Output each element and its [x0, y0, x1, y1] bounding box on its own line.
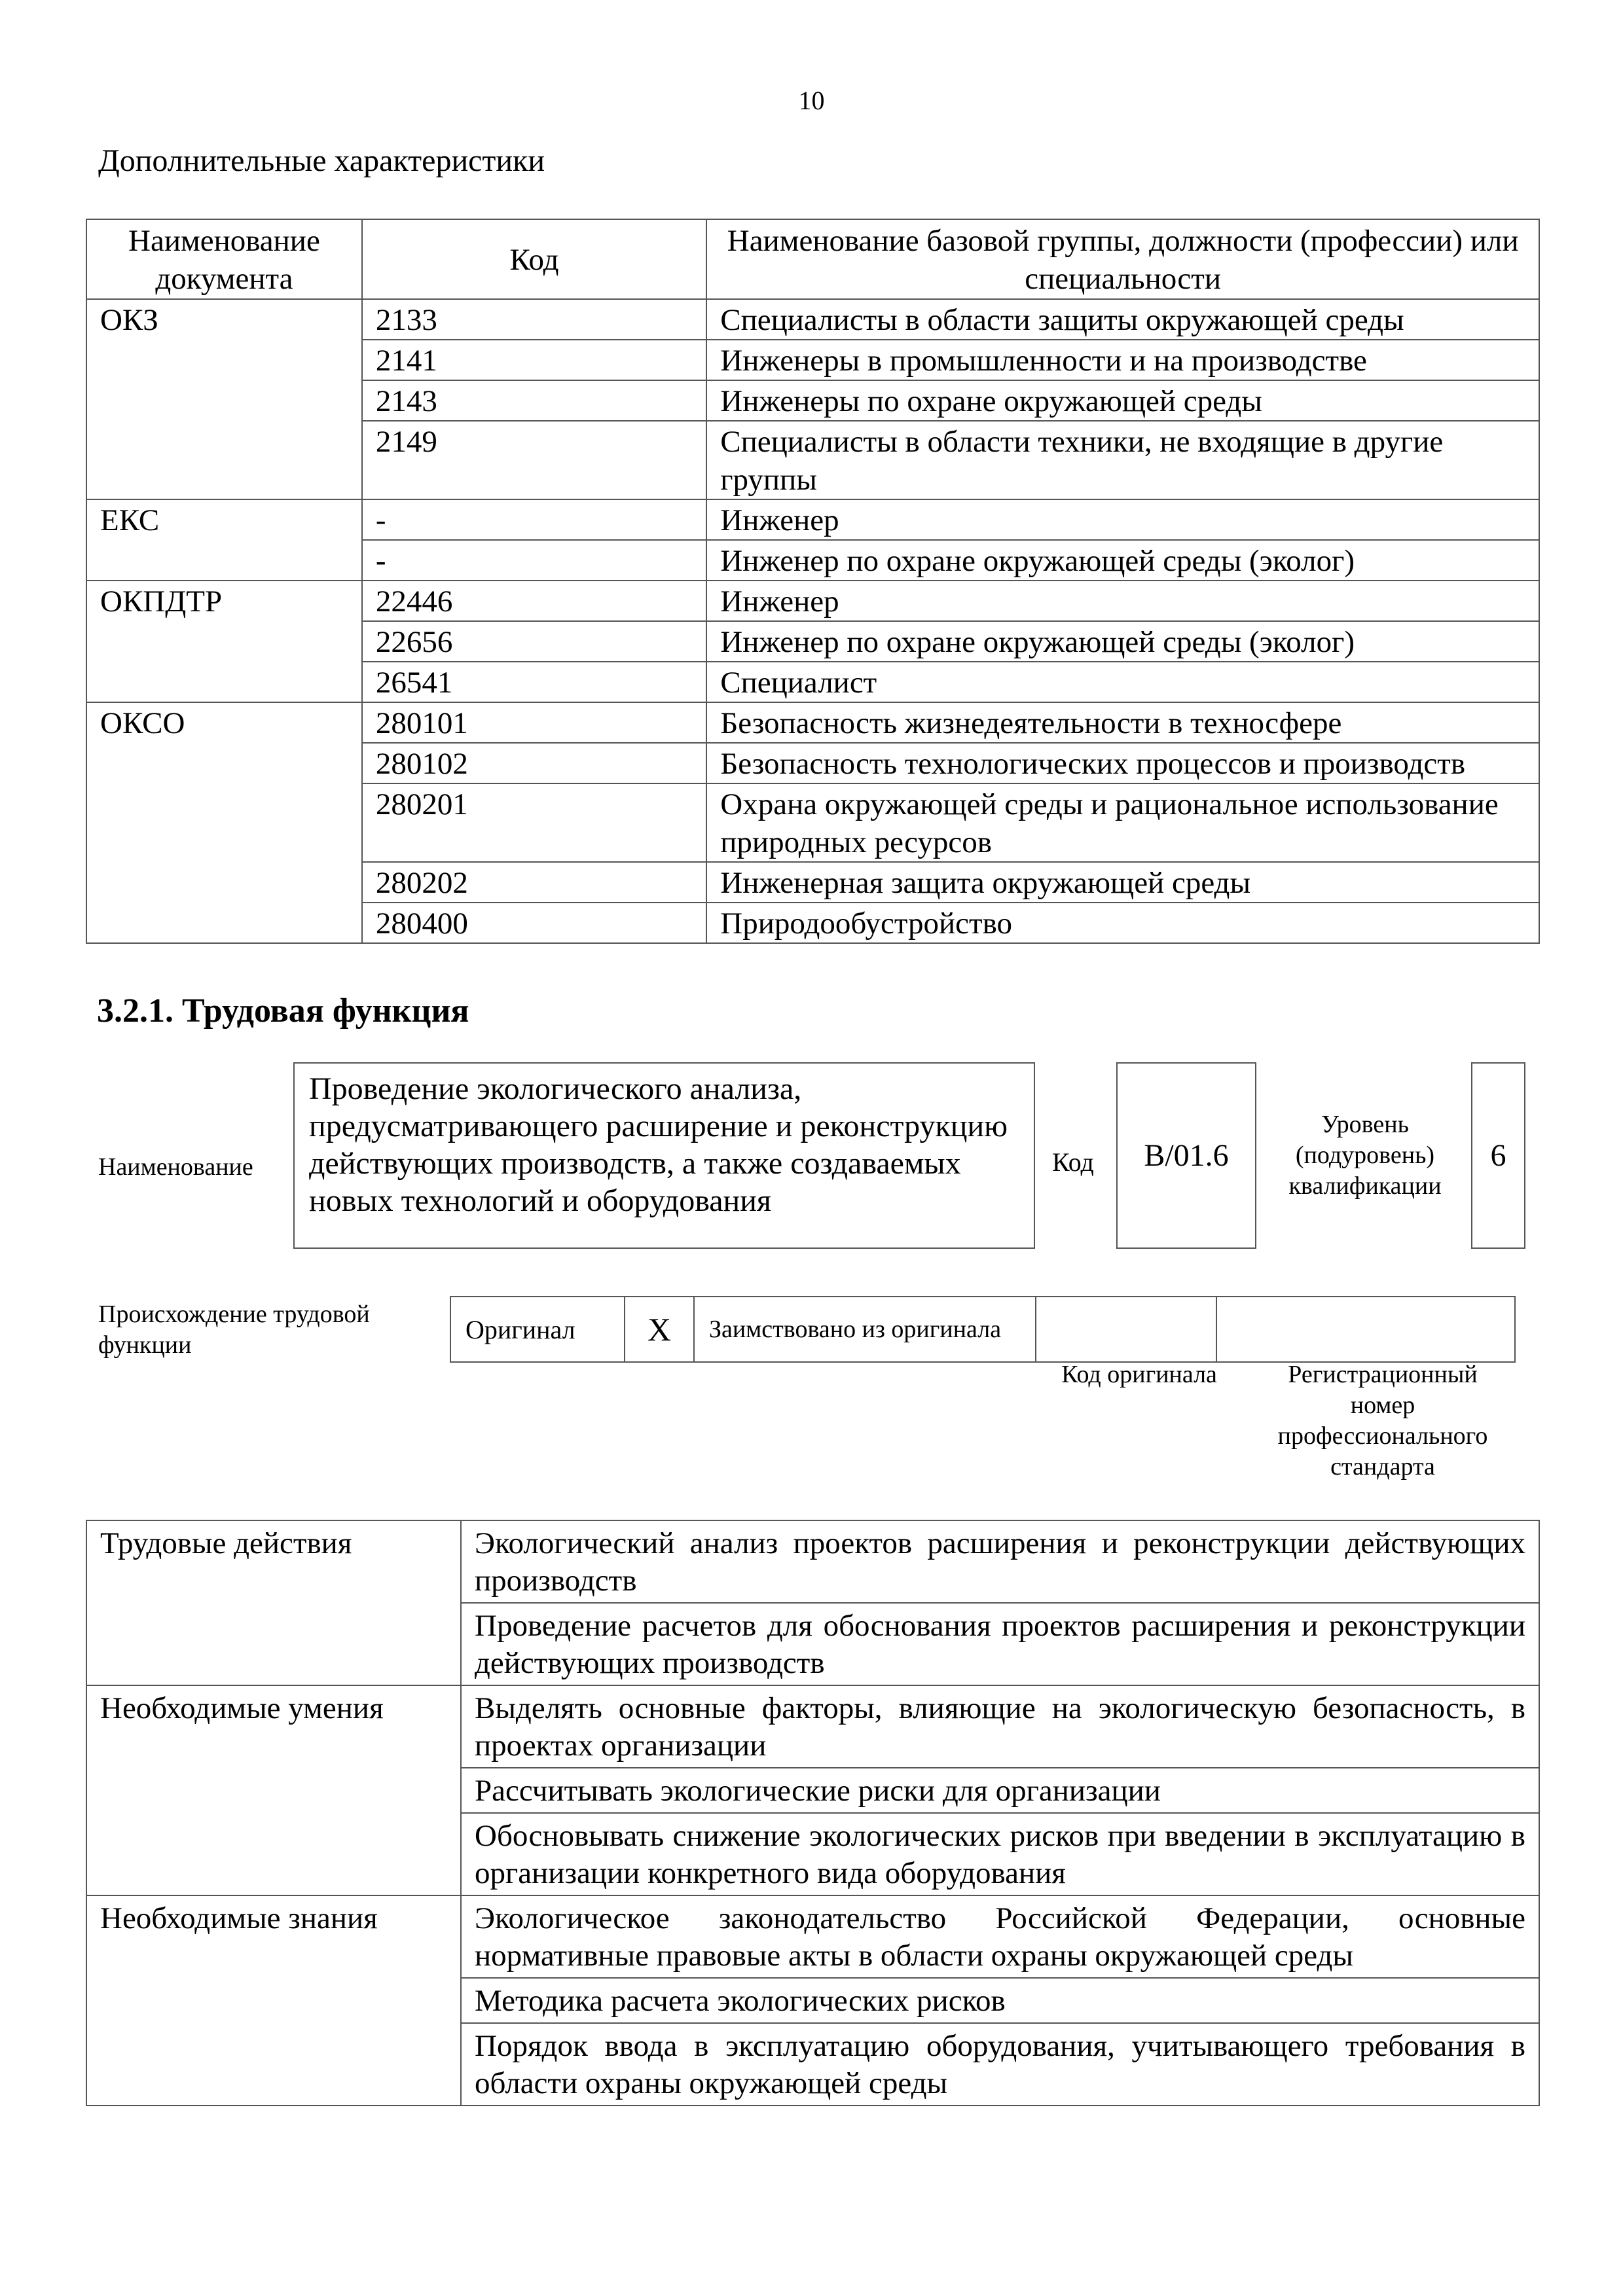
name-cell: Специалисты в области защиты окружающей среды	[706, 299, 1539, 340]
code-cell: 22656	[362, 621, 706, 662]
code-cell: 280400	[362, 903, 706, 943]
code-cell: -	[362, 499, 706, 540]
name-cell: Природообустройство	[706, 903, 1539, 943]
code-cell: 2133	[362, 299, 706, 340]
name-cell: Специалист	[706, 662, 1539, 702]
header-doc: Наименование документа	[86, 219, 362, 299]
table-row	[86, 1685, 1539, 1768]
level-value: 6	[1490, 1138, 1506, 1173]
function-code-value: B/01.6	[1144, 1138, 1229, 1173]
name-cell: Инженерная защита окружающей среды	[706, 862, 1539, 903]
requirement-item: Обосновывать снижение экологических рисков при введении в эксплуатацию в организации конкретного вида оборудования	[461, 1813, 1539, 1895]
code-cell: 280102	[362, 743, 706, 783]
name-cell: Безопасность технологических процессов и производств	[706, 743, 1539, 783]
origin-label: Происхождение трудовой функции	[98, 1300, 370, 1359]
code-label: Код	[1052, 1147, 1094, 1177]
code-cell: 2149	[362, 421, 706, 499]
characteristics-table	[86, 219, 1540, 944]
code-cell: 280201	[362, 783, 706, 862]
table-row	[86, 581, 1539, 621]
name-cell: Инженеры в промышленности и на производстве	[706, 340, 1539, 380]
function-name-value: Проведение экологического анализа, предусматривающего расширение и реконструкцию действующих производств, а также создаваемых новых технологий и оборудования	[309, 1071, 1008, 1218]
header-code: Код	[362, 219, 706, 299]
name-label: Наименование	[98, 1153, 253, 1181]
original-label: Оригинал	[450, 1297, 625, 1362]
code-cell: -	[362, 540, 706, 581]
code-cell: 2143	[362, 380, 706, 421]
name-cell: Инженер	[706, 499, 1539, 540]
original-mark: X	[625, 1297, 694, 1362]
requirement-item: Рассчитывать экологические риски для организации	[461, 1768, 1539, 1813]
doc-okpdtr: ОКПДТР	[86, 581, 362, 702]
level-label: Уровень (подуровень) квалификации	[1288, 1111, 1442, 1200]
name-cell: Инженеры по охране окружающей среды	[706, 380, 1539, 421]
code-cell: 2141	[362, 340, 706, 380]
doc-eks: ЕКС	[86, 499, 362, 581]
code-cell: 26541	[362, 662, 706, 702]
doc-okso: ОКСО	[86, 702, 362, 943]
name-cell: Инженер по охране окружающей среды (эколог)	[706, 621, 1539, 662]
table-row	[86, 299, 1539, 340]
name-cell: Охрана окружающей среды и рациональное использование природных ресурсов	[706, 783, 1539, 862]
origin-row	[450, 1297, 1515, 1362]
page-number: 10	[798, 86, 825, 115]
reg-number-cell	[1216, 1297, 1515, 1362]
category-knowledge: Необходимые знания	[86, 1895, 461, 2106]
code-cell: 280202	[362, 862, 706, 903]
name-cell: Инженер	[706, 581, 1539, 621]
table-row	[86, 1895, 1539, 1978]
category-skills: Необходимые умения	[86, 1685, 461, 1895]
doc-okz: ОКЗ	[86, 299, 362, 499]
code-cell: 280101	[362, 702, 706, 743]
requirement-item: Экологический анализ проектов расширения и реконструкции действующих производств	[461, 1520, 1539, 1603]
requirements-table	[86, 1520, 1540, 2106]
original-code-cell	[1036, 1297, 1216, 1362]
characteristics-header-row	[86, 219, 1539, 299]
name-cell: Безопасность жизнедеятельности в техносфере	[706, 702, 1539, 743]
function-name-box	[293, 1062, 1035, 1249]
requirement-item: Выделять основные факторы, влияющие на экологическую безопасность, в проектах организации	[461, 1685, 1539, 1768]
original-code-caption: Код оригинала	[1061, 1361, 1217, 1388]
labor-function-title: 3.2.1. Трудовая функция	[97, 992, 469, 1030]
reg-number-caption: Регистрационный номер профессионального стандарта	[1277, 1361, 1488, 1480]
origin-table	[450, 1296, 1516, 1363]
level-box	[1471, 1062, 1525, 1249]
borrowed-label: Заимствовано из оригинала	[694, 1297, 1036, 1362]
function-code-box	[1116, 1062, 1256, 1249]
name-cell: Специалисты в области техники, не входящие в другие группы	[706, 421, 1539, 499]
table-row	[86, 702, 1539, 743]
requirement-item: Проведение расчетов для обоснования проектов расширения и реконструкции действующих производств	[461, 1603, 1539, 1685]
name-cell: Инженер по охране окружающей среды (эколог)	[706, 540, 1539, 581]
code-cell: 22446	[362, 581, 706, 621]
table-row	[86, 1520, 1539, 1603]
header-name: Наименование базовой группы, должности (профессии) или специальности	[706, 219, 1539, 299]
table-row	[86, 499, 1539, 540]
requirement-item: Порядок ввода в эксплуатацию оборудования, учитывающего требования в области охраны окружающей среды	[461, 2023, 1539, 2106]
category-labor-actions: Трудовые действия	[86, 1520, 461, 1685]
section-subtitle: Дополнительные характеристики	[98, 143, 545, 178]
requirement-item: Методика расчета экологических рисков	[461, 1978, 1539, 2023]
requirement-item: Экологическое законодательство Российской Федерации, основные нормативные правовые акты в области охраны окружающей среды	[461, 1895, 1539, 1978]
